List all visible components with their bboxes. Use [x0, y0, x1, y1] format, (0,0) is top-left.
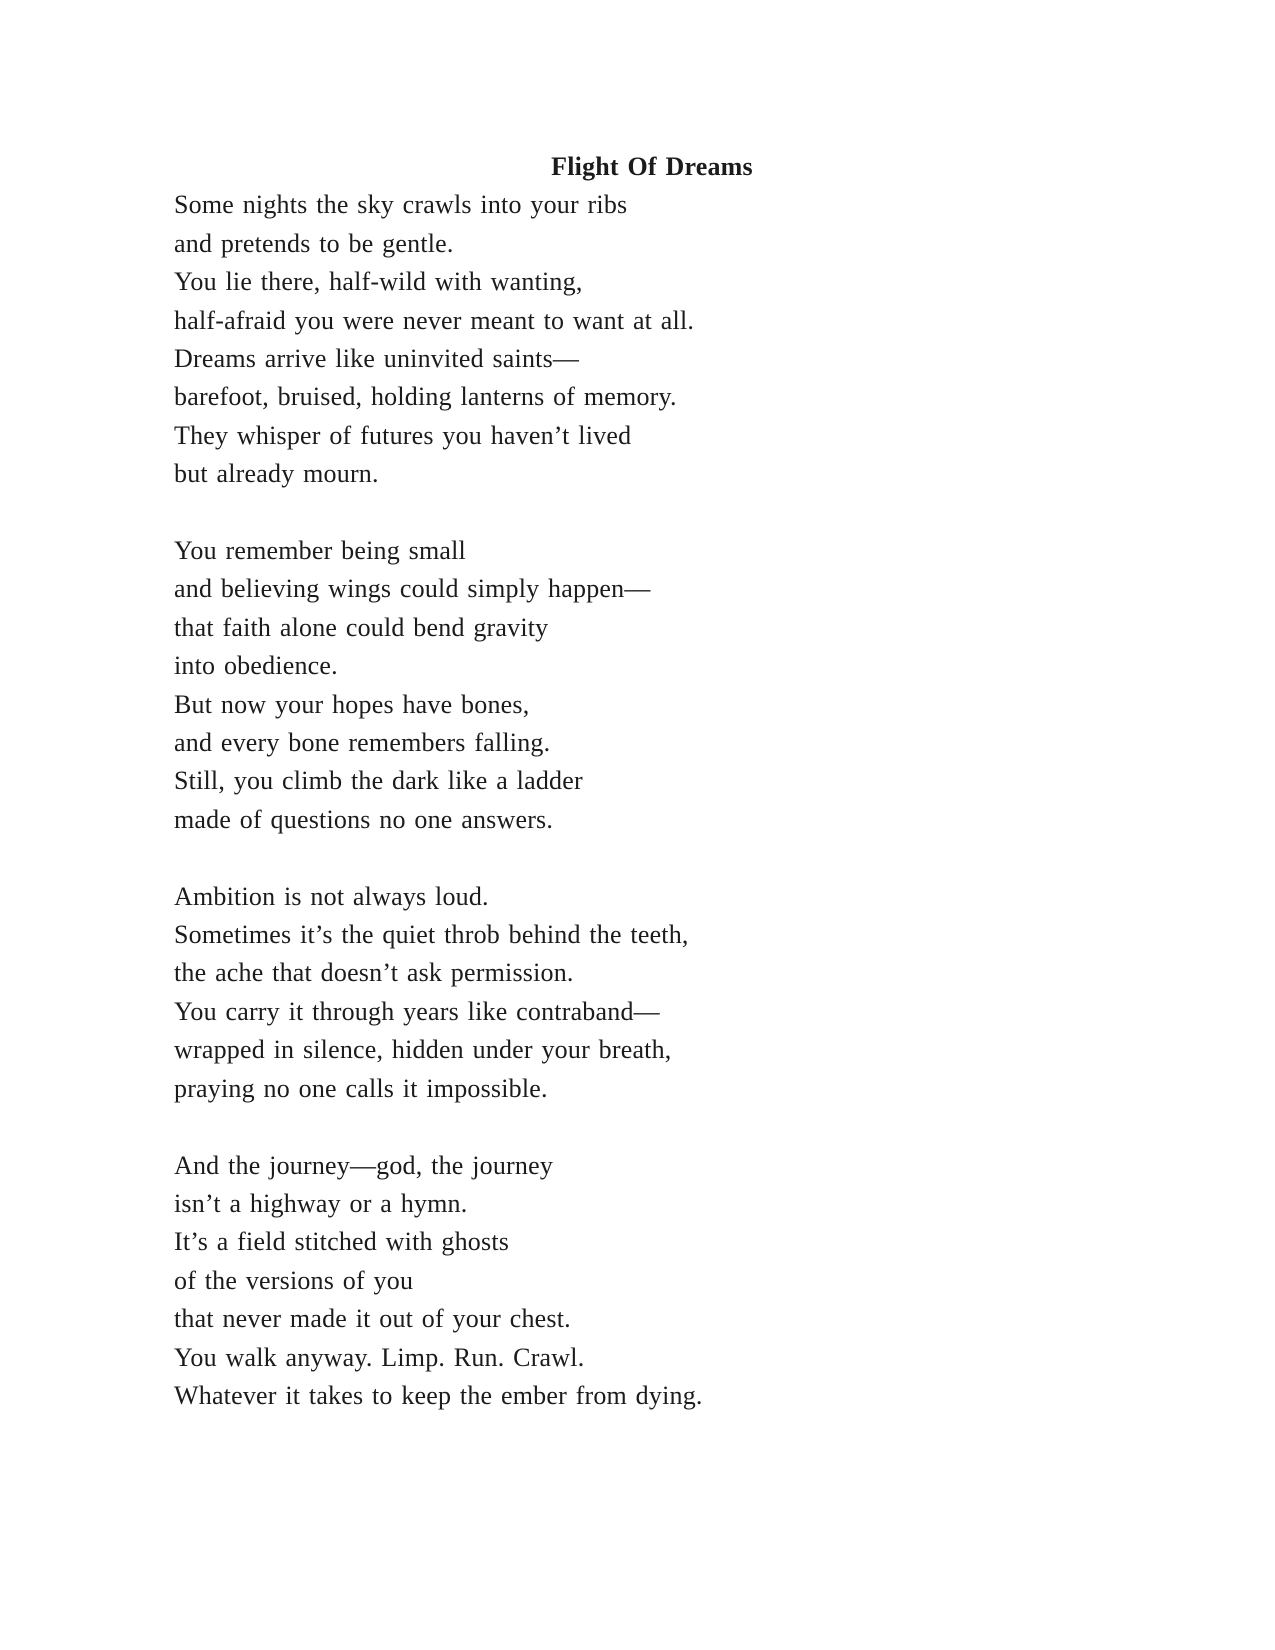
poem-line: into obedience. [174, 651, 338, 681]
poem-line: and every bone remembers falling. [174, 728, 551, 758]
poem-line: Sometimes it’s the quiet throb behind the teeth, [174, 920, 689, 950]
poem-line: praying no one calls it impossible. [174, 1073, 548, 1103]
poem-stanza [174, 532, 1130, 839]
poem-line: You carry it through years like contraband— [174, 996, 660, 1026]
poem-stanza [174, 878, 1130, 1108]
poem-line: barefoot, bruised, holding lanterns of memory. [174, 382, 677, 412]
poem-line: that never made it out of your chest. [174, 1304, 571, 1334]
poem-stanza [174, 186, 1130, 493]
poem-line: and believing wings could simply happen— [174, 574, 651, 604]
poem-line: And the journey—god, the journey [174, 1150, 554, 1180]
poem-line: You lie there, half-wild with wanting, [174, 267, 583, 297]
poem [174, 148, 1130, 1415]
poem-line: half-afraid you were never meant to want at all. [174, 305, 695, 335]
poem-line: Whatever it takes to keep the ember from dying. [174, 1380, 703, 1410]
poem-line: made of questions no one answers. [174, 804, 554, 834]
poem-line: Ambition is not always loud. [174, 881, 489, 911]
poem-line: wrapped in silence, hidden under your breath, [174, 1035, 672, 1065]
poem-line: isn’t a highway or a hymn. [174, 1188, 468, 1218]
poem-line: It’s a field stitched with ghosts [174, 1227, 510, 1257]
poem-line: of the versions of you [174, 1265, 414, 1295]
poem-line: Dreams arrive like uninvited saints— [174, 344, 580, 374]
poem-title: Flight Of Dreams [551, 152, 753, 181]
poem-line: You walk anyway. Limp. Run. Crawl. [174, 1342, 585, 1372]
poem-line: You remember being small [174, 536, 466, 566]
poem-stanza [174, 1147, 1130, 1416]
poem-line: but already mourn. [174, 459, 379, 489]
poem-line: They whisper of futures you haven’t lived [174, 420, 632, 450]
poem-body [174, 186, 1130, 1415]
poem-line: But now your hopes have bones, [174, 689, 530, 719]
poem-line: that faith alone could bend gravity [174, 612, 549, 642]
poem-line: the ache that doesn’t ask permission. [174, 958, 574, 988]
poem-line: and pretends to be gentle. [174, 228, 454, 258]
poem-line: Some nights the sky crawls into your ribs [174, 190, 628, 220]
poem-line: Still, you climb the dark like a ladder [174, 766, 583, 796]
